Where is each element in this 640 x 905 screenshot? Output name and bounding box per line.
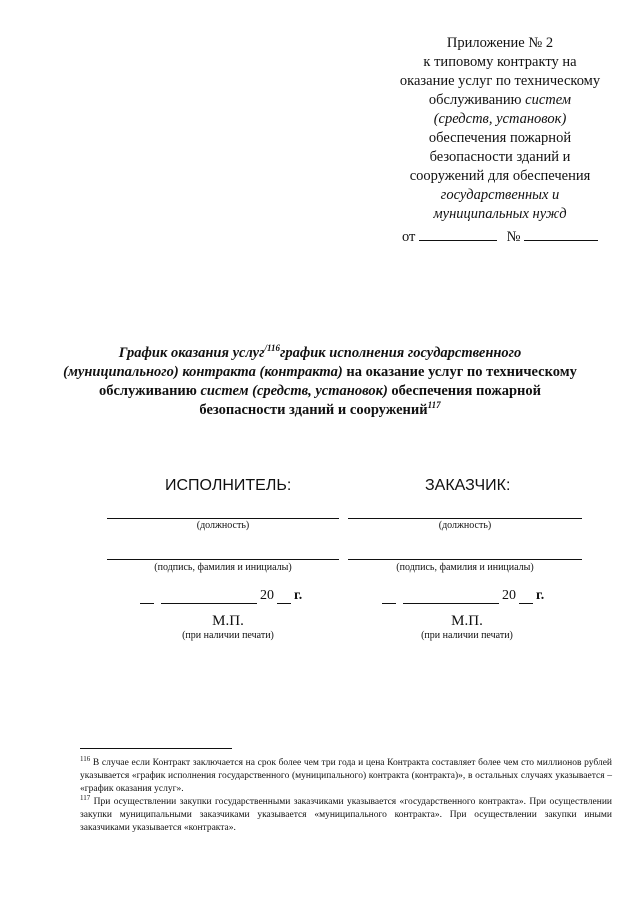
footnotes xyxy=(80,757,612,835)
date-blank[interactable] xyxy=(419,226,497,241)
title-part: график исполнения государственного (муниципального) контракта (контракта) xyxy=(63,345,522,380)
executor-date-line xyxy=(140,588,302,604)
footnote-117 xyxy=(80,796,612,835)
executor-stamp: М.П. xyxy=(212,613,244,629)
document-title xyxy=(60,344,580,420)
number-label: № xyxy=(506,229,521,245)
customer-heading: ЗАКАЗЧИК: xyxy=(425,477,511,494)
appendix-italic-text: систем xyxy=(525,92,572,108)
footnote-separator xyxy=(80,748,232,749)
customer-day-blank[interactable] xyxy=(382,589,396,604)
customer-month-blank[interactable] xyxy=(403,589,499,604)
executor-position-line[interactable] xyxy=(107,518,339,519)
executor-signature-caption: (подпись, фамилия и инициалы) xyxy=(154,562,292,573)
executor-month-blank[interactable] xyxy=(161,589,257,604)
footnote-mark: 117 xyxy=(80,794,91,802)
title-part: обеспечения пожарной безопасности зданий и сооружений xyxy=(199,383,542,418)
appendix-line: сооружений для обеспечения xyxy=(409,168,591,184)
number-blank[interactable] xyxy=(524,226,598,241)
footnote-text: При осуществлении закупки государственными заказчиками указывается «государственного контракта». При осуществлении закупки муниципальными заказчиками указывается «муниципального контракта». При осуществлении закупки иными заказчиками указывается «контракта». xyxy=(80,797,612,833)
appendix-line xyxy=(380,186,620,205)
customer-year-prefix: 20 xyxy=(502,588,516,603)
customer-stamp-note: (при наличии печати) xyxy=(421,630,513,641)
footnote-ref-116: /116 xyxy=(264,343,280,353)
executor-year-blank[interactable] xyxy=(277,589,291,604)
appendix-line: обеспечения пожарной xyxy=(428,130,572,146)
executor-position-caption: (должность) xyxy=(196,520,250,531)
customer-signature-line[interactable] xyxy=(348,559,582,560)
appendix-italic-text: государственных и xyxy=(440,187,560,203)
appendix-text: обслуживанию xyxy=(428,92,526,108)
customer-stamp: М.П. xyxy=(451,613,483,629)
appendix-italic-text: (средств, установок) xyxy=(433,111,567,127)
footnote-text: В случае если Контракт заключается на срок более чем три года и цена Контракта составляет более чем сто миллионов рублей указывается «график исполнения государственного (муниципального) контракта (контракта)», в остальных случаях указывается – «график оказания услуг». xyxy=(80,758,612,794)
title-part: График оказания услуг xyxy=(118,345,265,361)
appendix-date-line xyxy=(380,226,620,247)
footnote-ref-117: 117 xyxy=(427,400,441,410)
appendix-line: к типовому контракту на xyxy=(423,54,577,70)
appendix-line: безопасности зданий и xyxy=(429,149,571,165)
title-part: систем (средств, установок) xyxy=(200,383,388,399)
appendix-italic-text: муниципальных нужд xyxy=(433,206,567,222)
customer-position-caption: (должность) xyxy=(438,520,492,531)
executor-day-blank[interactable] xyxy=(140,589,154,604)
appendix-header xyxy=(380,34,620,247)
title-part: на оказание услуг по техническому обслуживанию xyxy=(98,364,577,399)
footnote-mark: 116 xyxy=(80,755,91,763)
customer-position-line[interactable] xyxy=(348,518,582,519)
customer-year-suffix: г. xyxy=(536,588,545,603)
appendix-line: оказание услуг по техническому xyxy=(399,73,601,89)
executor-year-suffix: г. xyxy=(294,588,303,603)
executor-heading: ИСПОЛНИТЕЛЬ: xyxy=(165,477,292,494)
footnote-116 xyxy=(80,757,612,796)
executor-year-prefix: 20 xyxy=(260,588,274,603)
customer-year-blank[interactable] xyxy=(519,589,533,604)
customer-signature-caption: (подпись, фамилия и инициалы) xyxy=(396,562,534,573)
appendix-line xyxy=(380,205,620,224)
executor-signature-line[interactable] xyxy=(107,559,339,560)
appendix-number: Приложение № 2 xyxy=(446,35,554,51)
executor-stamp-note: (при наличии печати) xyxy=(182,630,274,641)
appendix-line xyxy=(380,110,620,129)
appendix-line xyxy=(380,91,620,110)
from-label: от xyxy=(401,229,416,245)
customer-date-line xyxy=(382,588,544,604)
